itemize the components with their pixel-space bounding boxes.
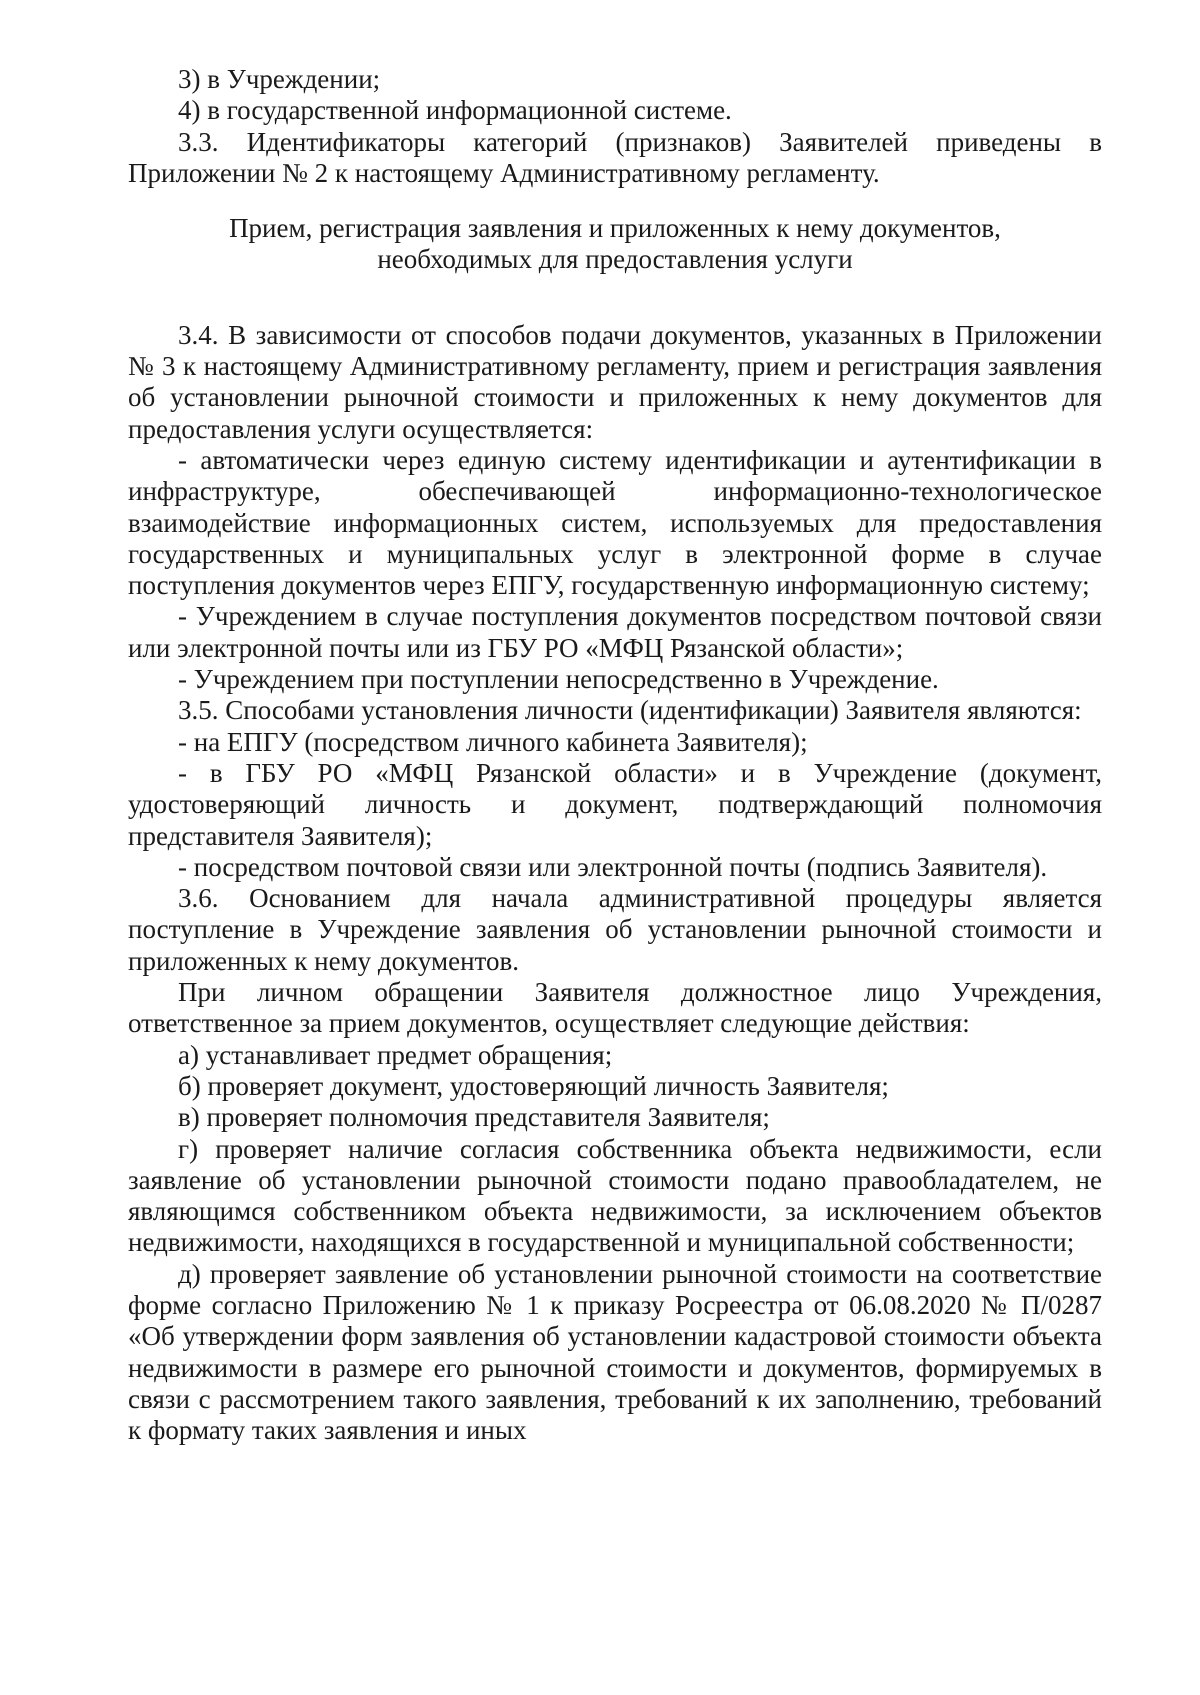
list-item-a: а) устанавливает предмет обращения; [178,1039,613,1070]
paragraph-personal-appeal: При личном обращении Заявителя должностное лицо Учреждения, ответственное за прием документов, осуществляет следующие действия: [128,977,1102,1039]
list-item-4: 4) в государственной информационной системе. [178,95,732,126]
paragraph-3-4: 3.4. В зависимости от способов подачи документов, указанных в Приложении № 3 к настоящему Административному регламенту, прием и регистрация заявления об установлении рыночной стоимости и приложенных к нему документов для предоставления услуги осуществляется: [128,319,1102,444]
document-body [128,64,1102,1446]
paragraph-3-6: 3.6. Основанием для начала административной процедуры является поступление в Учреждение заявления об установлении рыночной стоимости и приложенных к нему документов. [128,883,1102,976]
bullet-automatic: - автоматически через единую систему идентификации и аутентификации в инфраструктуре, обеспечивающей информационно-технологическое взаимодействие информационных систем, используемых для предоставления государственных и муниципальных услуг в электронной форме в случае поступления документов через ЕПГУ, государственную информационную систему; [128,444,1102,601]
section-heading [128,213,1102,276]
bullet-mail: - Учреждением в случае поступления документов посредством почтовой связи или электронной почты или из ГБУ РО «МФЦ Рязанской области»; [128,601,1102,663]
bullet-epgu: - на ЕПГУ (посредством личного кабинета Заявителя); [178,726,808,757]
list-item-3: 3) в Учреждении; [178,64,381,94]
section-heading-line-2: необходимых для предоставления услуги [377,244,853,275]
bullet-mfc: - в ГБУ РО «МФЦ Рязанской области» и в Учреждение (документ, удостоверяющий личность и документ, подтверждающий полномочия представителя Заявителя); [128,757,1102,851]
list-item-d: д) проверяет заявление об установлении рыночной стоимости на соответствие форме согласно Приложению № 1 к приказу Росреестра от 06.08.2020 № П/0287 «Об утверждении форм заявления об установлении кадастровой стоимости объекта недвижимости в размере его рыночной стоимости и документов, формируемых в связи с рассмотрением такого заявления, требований к их заполнению, требований к формату таких заявления и иных [128,1258,1102,1446]
list-item-g: г) проверяет наличие согласия собственника объекта недвижимости, если заявление об установлении рыночной стоимости подано правообладателем, не являющимся собственником объекта недвижимости, за исключением объектов недвижимости, находящихся в государственной и муниципальной собственности; [128,1133,1102,1258]
list-item-v: в) проверяет полномочия представителя Заявителя; [178,1102,770,1133]
paragraph-3-5: 3.5. Способами установления личности (идентификации) Заявителя являются: [178,695,1082,726]
paragraph-3-3: 3.3. Идентификаторы категорий (признаков) Заявителей приведены в Приложении № 2 к настоящему Административному регламенту. [128,126,1102,188]
section-heading-line-1: Прием, регистрация заявления и приложенных к нему документов, [229,213,1001,244]
list-item-b: б) проверяет документ, удостоверяющий личность Заявителя; [178,1070,889,1101]
bullet-direct: - Учреждением при поступлении непосредственно в Учреждение. [178,664,939,695]
bullet-post: - посредством почтовой связи или электронной почты (подпись Заявителя). [178,851,1048,882]
